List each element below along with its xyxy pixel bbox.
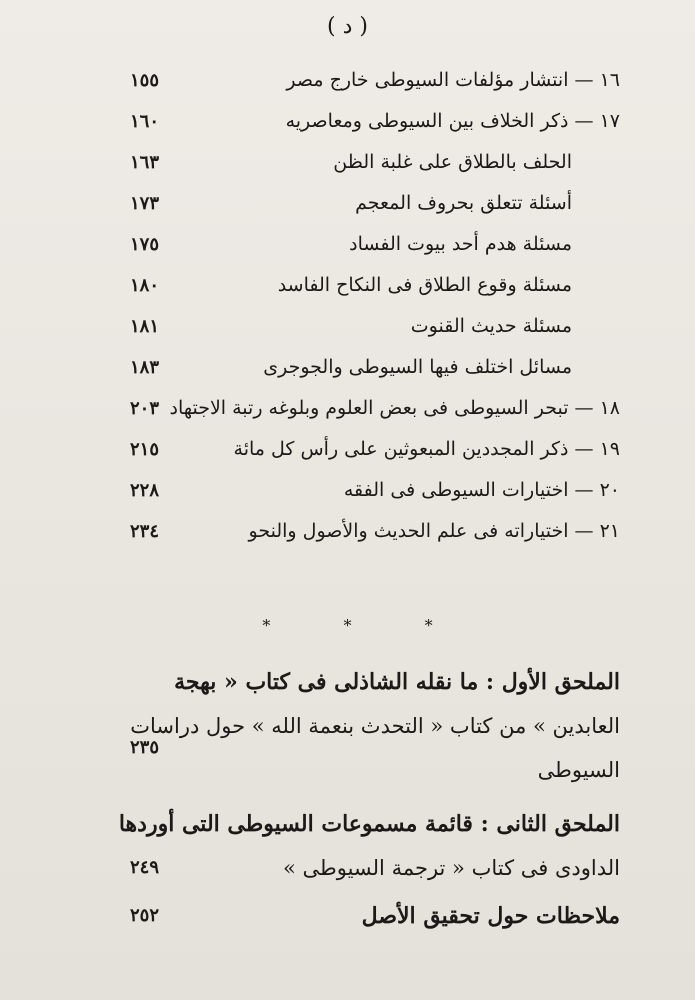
- notes-title: ملاحظات حول تحقيق الأصل: [361, 903, 620, 929]
- toc-subentry: [130, 224, 620, 265]
- toc-entry: [130, 470, 620, 511]
- appendix-one-text: السيوطى: [537, 758, 620, 782]
- toc-entry-page: ٢١٥: [130, 439, 160, 460]
- appendix-two-heading: الملحق الثانى : قائمة مسموعات السيوطى التى أوردها: [118, 811, 620, 837]
- toc-entry-page: ٢٠٣: [130, 398, 160, 419]
- toc-entry-title: ٢١ — اختياراته فى علم الحديث والأصول والنحو: [248, 520, 620, 542]
- toc-subentry: [130, 142, 620, 183]
- appendix-two-text: الداودى فى كتاب « ترجمة السيوطى »: [283, 856, 620, 880]
- notes-page: ٢٥٢: [130, 905, 160, 926]
- section-separator: * * *: [262, 616, 467, 635]
- toc-entry-title: مسائل اختلف فيها السيوطى والجوجرى: [263, 356, 572, 378]
- toc-entry-title: مسئلة وقوع الطلاق فى النكاح الفاسد: [277, 274, 572, 296]
- toc-entry-page: ٢٣٤: [130, 521, 160, 542]
- toc-entry-page: ٢٢٨: [130, 480, 160, 501]
- toc-entry-title: ١٨ — تبحر السيوطى فى بعض العلوم وبلوغه رتبة الاجتهاد: [169, 397, 620, 419]
- appendix-two-line: [130, 846, 620, 890]
- toc-subentry: [130, 347, 620, 388]
- toc-entry-page: ١٨١: [130, 316, 160, 337]
- toc-entry-title: ١٩ — ذكر المجددين المبعوثين على رأس كل مائة: [233, 438, 620, 460]
- toc-entry-page: ١٧٥: [130, 234, 160, 255]
- toc-entry-page: ١٦٣: [130, 152, 160, 173]
- page-number: ( د ): [327, 14, 368, 39]
- toc-entry-page: ١٥٥: [130, 70, 160, 91]
- toc-entry-title: ٢٠ — اختيارات السيوطى فى الفقه: [343, 479, 620, 501]
- toc-entry-title: ١٦ — انتشار مؤلفات السيوطى خارج مصر: [286, 69, 620, 91]
- appendix-one-heading: الملحق الأول : ما نقله الشاذلى فى كتاب « بهجة: [174, 669, 620, 695]
- toc-entry-title: ١٧ — ذكر الخلاف بين السيوطى ومعاصريه: [285, 110, 620, 132]
- appendix-one-line: [130, 737, 620, 792]
- toc-subentry: [130, 265, 620, 306]
- toc-entry-page: ١٦٠: [130, 111, 160, 132]
- toc-entry: [130, 60, 620, 101]
- table-of-contents: [130, 60, 620, 552]
- toc-subentry: [130, 183, 620, 224]
- appendix-one: [130, 660, 620, 792]
- toc-subentry: [130, 306, 620, 347]
- appendix-two-line: [118, 802, 620, 846]
- toc-entry: [130, 511, 620, 552]
- appendix-one-text: العابدين » من كتاب « التحدث بنعمة الله » حول دراسات: [130, 714, 620, 738]
- appendix-one-line: [130, 660, 620, 704]
- toc-entry: [130, 429, 620, 470]
- appendix-two-page: ٢٤٩: [130, 857, 160, 878]
- toc-entry-title: مسئلة حديث القنوت: [410, 315, 572, 337]
- toc-entry-page: ١٨٣: [130, 357, 160, 378]
- toc-entry-title: مسئلة هدم أحد بيوت الفساد: [349, 233, 572, 255]
- notes-line: [130, 894, 620, 938]
- toc-entry: [130, 101, 620, 142]
- toc-entry: [130, 388, 620, 429]
- toc-entry-title: أسئلة تتعلق بحروف المعجم: [355, 192, 572, 214]
- toc-entry-page: ١٧٣: [130, 193, 160, 214]
- toc-entry-title: الحلف بالطلاق على غلبة الظن: [333, 151, 572, 173]
- notes-section: [130, 894, 620, 938]
- appendix-two: [118, 802, 620, 890]
- appendix-one-line: [130, 704, 620, 748]
- toc-entry-page: ١٨٠: [130, 275, 160, 296]
- appendix-one-page: ٢٣٥: [130, 737, 160, 758]
